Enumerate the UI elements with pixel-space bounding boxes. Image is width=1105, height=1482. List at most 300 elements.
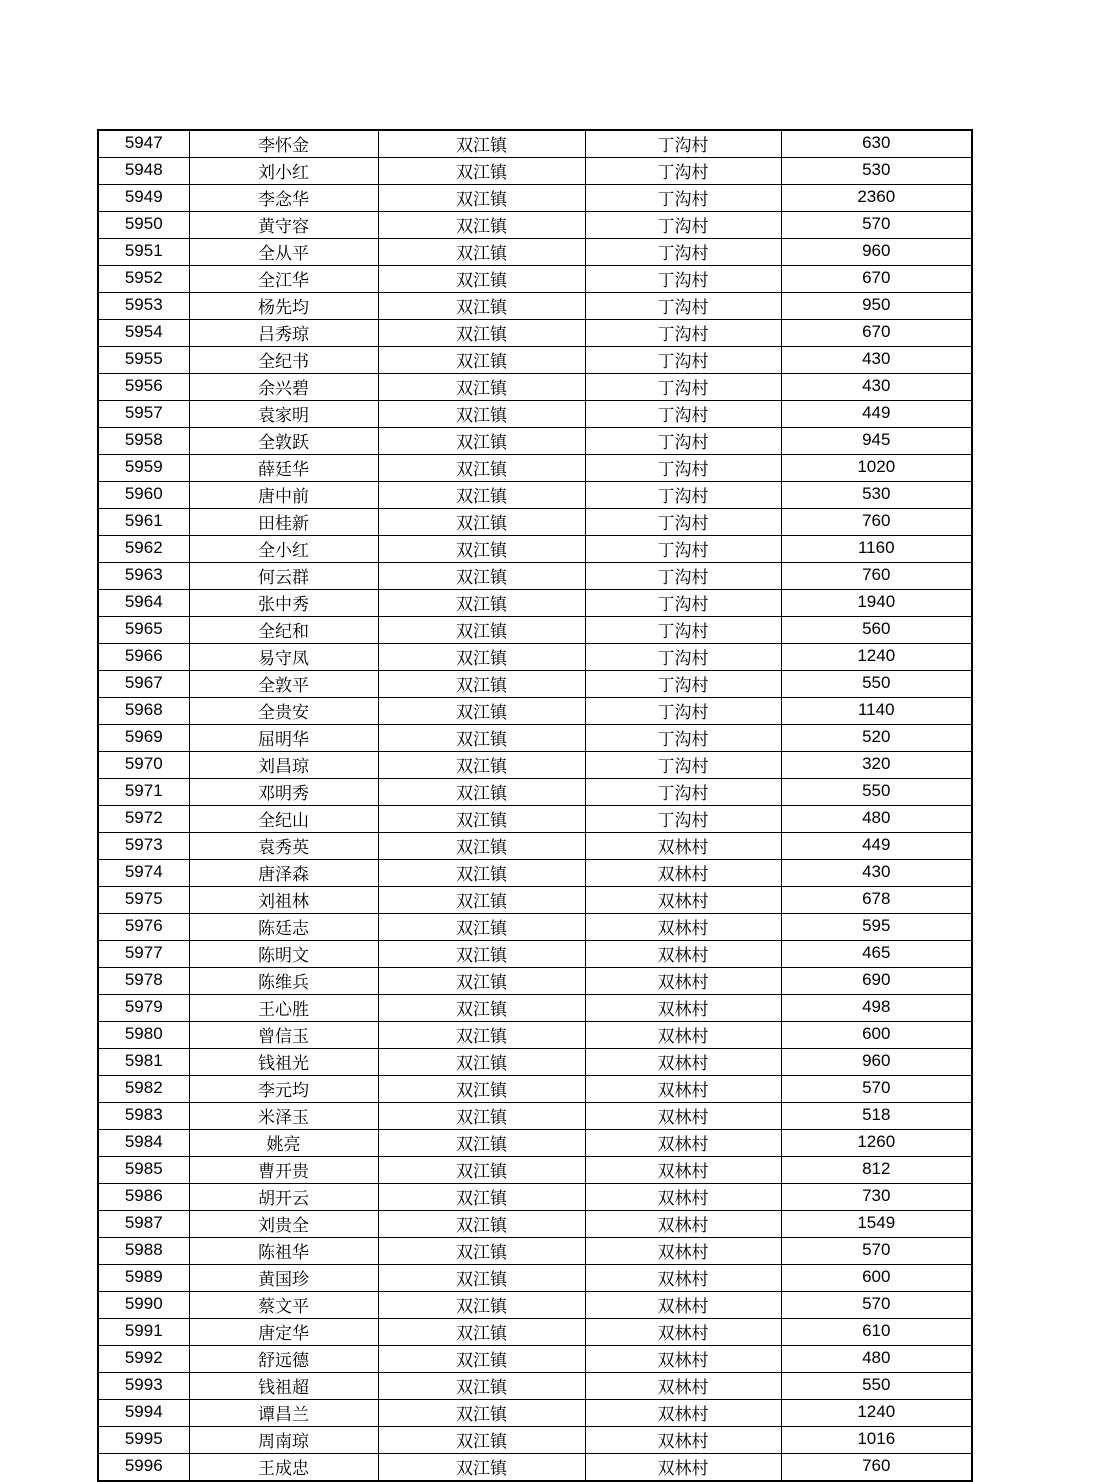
serial-number-cell: 5965 [98,617,189,644]
amount-cell: 945 [781,428,972,455]
amount-cell: 449 [781,833,972,860]
name-cell: 杨先均 [189,293,378,320]
town-cell: 双江镇 [378,941,585,968]
serial-number-cell: 5977 [98,941,189,968]
serial-number-cell: 5967 [98,671,189,698]
amount-cell: 600 [781,1022,972,1049]
table-row [98,671,972,698]
amount-cell: 595 [781,914,972,941]
serial-number-cell: 5968 [98,698,189,725]
amount-cell: 600 [781,1265,972,1292]
name-cell: 屈明华 [189,725,378,752]
town-cell: 双江镇 [378,1400,585,1427]
amount-cell: 730 [781,1184,972,1211]
amount-cell: 960 [781,239,972,266]
amount-cell: 812 [781,1157,972,1184]
town-cell: 双江镇 [378,401,585,428]
name-cell: 刘昌琼 [189,752,378,779]
town-cell: 双江镇 [378,995,585,1022]
table-row [98,1265,972,1292]
name-cell: 田桂新 [189,509,378,536]
serial-number-cell: 5952 [98,266,189,293]
table-row [98,1454,972,1482]
serial-number-cell: 5992 [98,1346,189,1373]
village-cell: 丁沟村 [585,482,781,509]
town-cell: 双江镇 [378,130,585,158]
amount-cell: 1016 [781,1427,972,1454]
table-row [98,509,972,536]
town-cell: 双江镇 [378,725,585,752]
name-cell: 刘贵全 [189,1211,378,1238]
serial-number-cell: 5954 [98,320,189,347]
serial-number-cell: 5990 [98,1292,189,1319]
serial-number-cell: 5955 [98,347,189,374]
village-cell: 丁沟村 [585,590,781,617]
village-cell: 丁沟村 [585,239,781,266]
amount-cell: 570 [781,1076,972,1103]
amount-cell: 550 [781,779,972,806]
name-cell: 陈廷志 [189,914,378,941]
table-row [98,1076,972,1103]
village-cell: 丁沟村 [585,563,781,590]
name-cell: 易守凤 [189,644,378,671]
serial-number-cell: 5966 [98,644,189,671]
table-row [98,536,972,563]
village-cell: 丁沟村 [585,374,781,401]
town-cell: 双江镇 [378,779,585,806]
table-row [98,1319,972,1346]
village-cell: 双林村 [585,833,781,860]
name-cell: 全小红 [189,536,378,563]
serial-number-cell: 5994 [98,1400,189,1427]
name-cell: 李怀金 [189,130,378,158]
table-row [98,1400,972,1427]
serial-number-cell: 5972 [98,806,189,833]
serial-number-cell: 5961 [98,509,189,536]
data-table [97,129,973,1482]
town-cell: 双江镇 [378,1103,585,1130]
village-cell: 双林村 [585,995,781,1022]
serial-number-cell: 5983 [98,1103,189,1130]
name-cell: 全纪山 [189,806,378,833]
table-row [98,887,972,914]
table-row [98,1346,972,1373]
name-cell: 袁家明 [189,401,378,428]
table-row [98,968,972,995]
name-cell: 黄国珍 [189,1265,378,1292]
amount-cell: 950 [781,293,972,320]
serial-number-cell: 5956 [98,374,189,401]
village-cell: 双林村 [585,1130,781,1157]
town-cell: 双江镇 [378,1373,585,1400]
name-cell: 刘小红 [189,158,378,185]
name-cell: 周南琼 [189,1427,378,1454]
name-cell: 钱祖光 [189,1049,378,1076]
table-row [98,914,972,941]
town-cell: 双江镇 [378,158,585,185]
village-cell: 双林村 [585,1454,781,1482]
name-cell: 陈维兵 [189,968,378,995]
town-cell: 双江镇 [378,1265,585,1292]
amount-cell: 520 [781,725,972,752]
village-cell: 双林村 [585,1400,781,1427]
town-cell: 双江镇 [378,374,585,401]
table-row [98,401,972,428]
name-cell: 舒远德 [189,1346,378,1373]
serial-number-cell: 5958 [98,428,189,455]
village-cell: 双林村 [585,968,781,995]
village-cell: 丁沟村 [585,644,781,671]
village-cell: 双林村 [585,1373,781,1400]
town-cell: 双江镇 [378,1319,585,1346]
amount-cell: 670 [781,266,972,293]
name-cell: 曾信玉 [189,1022,378,1049]
table-row [98,1292,972,1319]
serial-number-cell: 5963 [98,563,189,590]
village-cell: 双林村 [585,1265,781,1292]
serial-number-cell: 5988 [98,1238,189,1265]
town-cell: 双江镇 [378,752,585,779]
name-cell: 李念华 [189,185,378,212]
table-row [98,158,972,185]
serial-number-cell: 5982 [98,1076,189,1103]
serial-number-cell: 5960 [98,482,189,509]
name-cell: 刘祖林 [189,887,378,914]
village-cell: 丁沟村 [585,158,781,185]
amount-cell: 550 [781,1373,972,1400]
serial-number-cell: 5948 [98,158,189,185]
table-row [98,455,972,482]
town-cell: 双江镇 [378,1211,585,1238]
village-cell: 双林村 [585,1238,781,1265]
town-cell: 双江镇 [378,347,585,374]
table-row [98,941,972,968]
table-row [98,320,972,347]
village-cell: 双林村 [585,887,781,914]
amount-cell: 1140 [781,698,972,725]
amount-cell: 449 [781,401,972,428]
name-cell: 唐泽森 [189,860,378,887]
town-cell: 双江镇 [378,644,585,671]
town-cell: 双江镇 [378,428,585,455]
amount-cell: 1240 [781,644,972,671]
table-row [98,1184,972,1211]
table-row [98,752,972,779]
amount-cell: 1160 [781,536,972,563]
amount-cell: 550 [781,671,972,698]
village-cell: 双林村 [585,1292,781,1319]
amount-cell: 430 [781,347,972,374]
table-row [98,1049,972,1076]
serial-number-cell: 5991 [98,1319,189,1346]
town-cell: 双江镇 [378,1049,585,1076]
name-cell: 张中秀 [189,590,378,617]
amount-cell: 530 [781,482,972,509]
serial-number-cell: 5979 [98,995,189,1022]
town-cell: 双江镇 [378,239,585,266]
town-cell: 双江镇 [378,617,585,644]
serial-number-cell: 5989 [98,1265,189,1292]
town-cell: 双江镇 [378,968,585,995]
amount-cell: 465 [781,941,972,968]
village-cell: 双林村 [585,1076,781,1103]
village-cell: 丁沟村 [585,347,781,374]
village-cell: 双林村 [585,1427,781,1454]
table-row [98,725,972,752]
serial-number-cell: 5971 [98,779,189,806]
name-cell: 陈祖华 [189,1238,378,1265]
serial-number-cell: 5975 [98,887,189,914]
table-row [98,482,972,509]
name-cell: 陈明文 [189,941,378,968]
village-cell: 丁沟村 [585,320,781,347]
village-cell: 丁沟村 [585,293,781,320]
village-cell: 双林村 [585,1022,781,1049]
amount-cell: 480 [781,806,972,833]
serial-number-cell: 5978 [98,968,189,995]
amount-cell: 1240 [781,1400,972,1427]
serial-number-cell: 5951 [98,239,189,266]
town-cell: 双江镇 [378,887,585,914]
village-cell: 丁沟村 [585,509,781,536]
amount-cell: 498 [781,995,972,1022]
table-row [98,293,972,320]
amount-cell: 1549 [781,1211,972,1238]
town-cell: 双江镇 [378,1130,585,1157]
village-cell: 双林村 [585,1103,781,1130]
town-cell: 双江镇 [378,509,585,536]
town-cell: 双江镇 [378,293,585,320]
amount-cell: 760 [781,509,972,536]
amount-cell: 430 [781,860,972,887]
table-row [98,590,972,617]
village-cell: 丁沟村 [585,536,781,563]
town-cell: 双江镇 [378,455,585,482]
village-cell: 丁沟村 [585,725,781,752]
amount-cell: 678 [781,887,972,914]
village-cell: 丁沟村 [585,671,781,698]
town-cell: 双江镇 [378,185,585,212]
amount-cell: 760 [781,1454,972,1482]
town-cell: 双江镇 [378,590,585,617]
village-cell: 丁沟村 [585,185,781,212]
serial-number-cell: 5996 [98,1454,189,1482]
town-cell: 双江镇 [378,698,585,725]
amount-cell: 480 [781,1346,972,1373]
name-cell: 姚亮 [189,1130,378,1157]
name-cell: 全从平 [189,239,378,266]
name-cell: 李元均 [189,1076,378,1103]
amount-cell: 630 [781,130,972,158]
table-row [98,347,972,374]
town-cell: 双江镇 [378,1454,585,1482]
village-cell: 丁沟村 [585,428,781,455]
amount-cell: 760 [781,563,972,590]
serial-number-cell: 5947 [98,130,189,158]
table-row [98,266,972,293]
amount-cell: 430 [781,374,972,401]
name-cell: 胡开云 [189,1184,378,1211]
serial-number-cell: 5973 [98,833,189,860]
table-row [98,833,972,860]
serial-number-cell: 5950 [98,212,189,239]
serial-number-cell: 5980 [98,1022,189,1049]
village-cell: 丁沟村 [585,401,781,428]
amount-cell: 1940 [781,590,972,617]
village-cell: 丁沟村 [585,212,781,239]
town-cell: 双江镇 [378,1238,585,1265]
table-body [98,130,972,1481]
amount-cell: 570 [781,1292,972,1319]
serial-number-cell: 5964 [98,590,189,617]
name-cell: 薛廷华 [189,455,378,482]
amount-cell: 570 [781,1238,972,1265]
town-cell: 双江镇 [378,1076,585,1103]
name-cell: 吕秀琼 [189,320,378,347]
name-cell: 钱祖超 [189,1373,378,1400]
serial-number-cell: 5981 [98,1049,189,1076]
name-cell: 邓明秀 [189,779,378,806]
table-row [98,779,972,806]
village-cell: 丁沟村 [585,266,781,293]
table-row [98,1022,972,1049]
table-row [98,1238,972,1265]
serial-number-cell: 5976 [98,914,189,941]
town-cell: 双江镇 [378,1346,585,1373]
village-cell: 双林村 [585,914,781,941]
town-cell: 双江镇 [378,1184,585,1211]
village-cell: 双林村 [585,1319,781,1346]
serial-number-cell: 5953 [98,293,189,320]
serial-number-cell: 5959 [98,455,189,482]
serial-number-cell: 5987 [98,1211,189,1238]
town-cell: 双江镇 [378,860,585,887]
town-cell: 双江镇 [378,671,585,698]
table-row [98,995,972,1022]
amount-cell: 518 [781,1103,972,1130]
amount-cell: 560 [781,617,972,644]
name-cell: 全敦平 [189,671,378,698]
amount-cell: 960 [781,1049,972,1076]
town-cell: 双江镇 [378,266,585,293]
amount-cell: 2360 [781,185,972,212]
table-row [98,130,972,158]
village-cell: 双林村 [585,1211,781,1238]
village-cell: 丁沟村 [585,806,781,833]
village-cell: 丁沟村 [585,617,781,644]
village-cell: 双林村 [585,1157,781,1184]
name-cell: 米泽玉 [189,1103,378,1130]
table-row [98,1157,972,1184]
table-row [98,1103,972,1130]
serial-number-cell: 5986 [98,1184,189,1211]
name-cell: 唐中前 [189,482,378,509]
serial-number-cell: 5957 [98,401,189,428]
town-cell: 双江镇 [378,536,585,563]
table-row [98,644,972,671]
amount-cell: 570 [781,212,972,239]
village-cell: 双林村 [585,1049,781,1076]
village-cell: 双林村 [585,1184,781,1211]
village-cell: 双林村 [585,1346,781,1373]
village-cell: 丁沟村 [585,130,781,158]
name-cell: 蔡文平 [189,1292,378,1319]
serial-number-cell: 5970 [98,752,189,779]
name-cell: 全敦跃 [189,428,378,455]
table-row [98,239,972,266]
name-cell: 余兴碧 [189,374,378,401]
serial-number-cell: 5995 [98,1427,189,1454]
amount-cell: 1260 [781,1130,972,1157]
town-cell: 双江镇 [378,482,585,509]
serial-number-cell: 5974 [98,860,189,887]
name-cell: 曹开贵 [189,1157,378,1184]
town-cell: 双江镇 [378,1427,585,1454]
name-cell: 王成忠 [189,1454,378,1482]
amount-cell: 1020 [781,455,972,482]
name-cell: 全贵安 [189,698,378,725]
village-cell: 丁沟村 [585,455,781,482]
serial-number-cell: 5969 [98,725,189,752]
amount-cell: 530 [781,158,972,185]
table-row [98,806,972,833]
town-cell: 双江镇 [378,806,585,833]
town-cell: 双江镇 [378,1292,585,1319]
table-row [98,1211,972,1238]
table-row [98,698,972,725]
village-cell: 双林村 [585,941,781,968]
town-cell: 双江镇 [378,914,585,941]
village-cell: 丁沟村 [585,752,781,779]
amount-cell: 610 [781,1319,972,1346]
town-cell: 双江镇 [378,833,585,860]
table-row [98,212,972,239]
amount-cell: 320 [781,752,972,779]
village-cell: 丁沟村 [585,779,781,806]
name-cell: 全江华 [189,266,378,293]
table-row [98,563,972,590]
serial-number-cell: 5962 [98,536,189,563]
table-row [98,1427,972,1454]
serial-number-cell: 5993 [98,1373,189,1400]
village-cell: 双林村 [585,860,781,887]
town-cell: 双江镇 [378,1157,585,1184]
town-cell: 双江镇 [378,212,585,239]
name-cell: 谭昌兰 [189,1400,378,1427]
table-row [98,1373,972,1400]
amount-cell: 670 [781,320,972,347]
name-cell: 黄守容 [189,212,378,239]
village-cell: 丁沟村 [585,698,781,725]
table-row [98,185,972,212]
table-row [98,1130,972,1157]
amount-cell: 690 [781,968,972,995]
town-cell: 双江镇 [378,1022,585,1049]
table-row [98,860,972,887]
name-cell: 全纪书 [189,347,378,374]
table-row [98,428,972,455]
name-cell: 袁秀英 [189,833,378,860]
name-cell: 王心胜 [189,995,378,1022]
name-cell: 全纪和 [189,617,378,644]
serial-number-cell: 5984 [98,1130,189,1157]
town-cell: 双江镇 [378,563,585,590]
town-cell: 双江镇 [378,320,585,347]
name-cell: 唐定华 [189,1319,378,1346]
serial-number-cell: 5985 [98,1157,189,1184]
table-row [98,617,972,644]
table-row [98,374,972,401]
